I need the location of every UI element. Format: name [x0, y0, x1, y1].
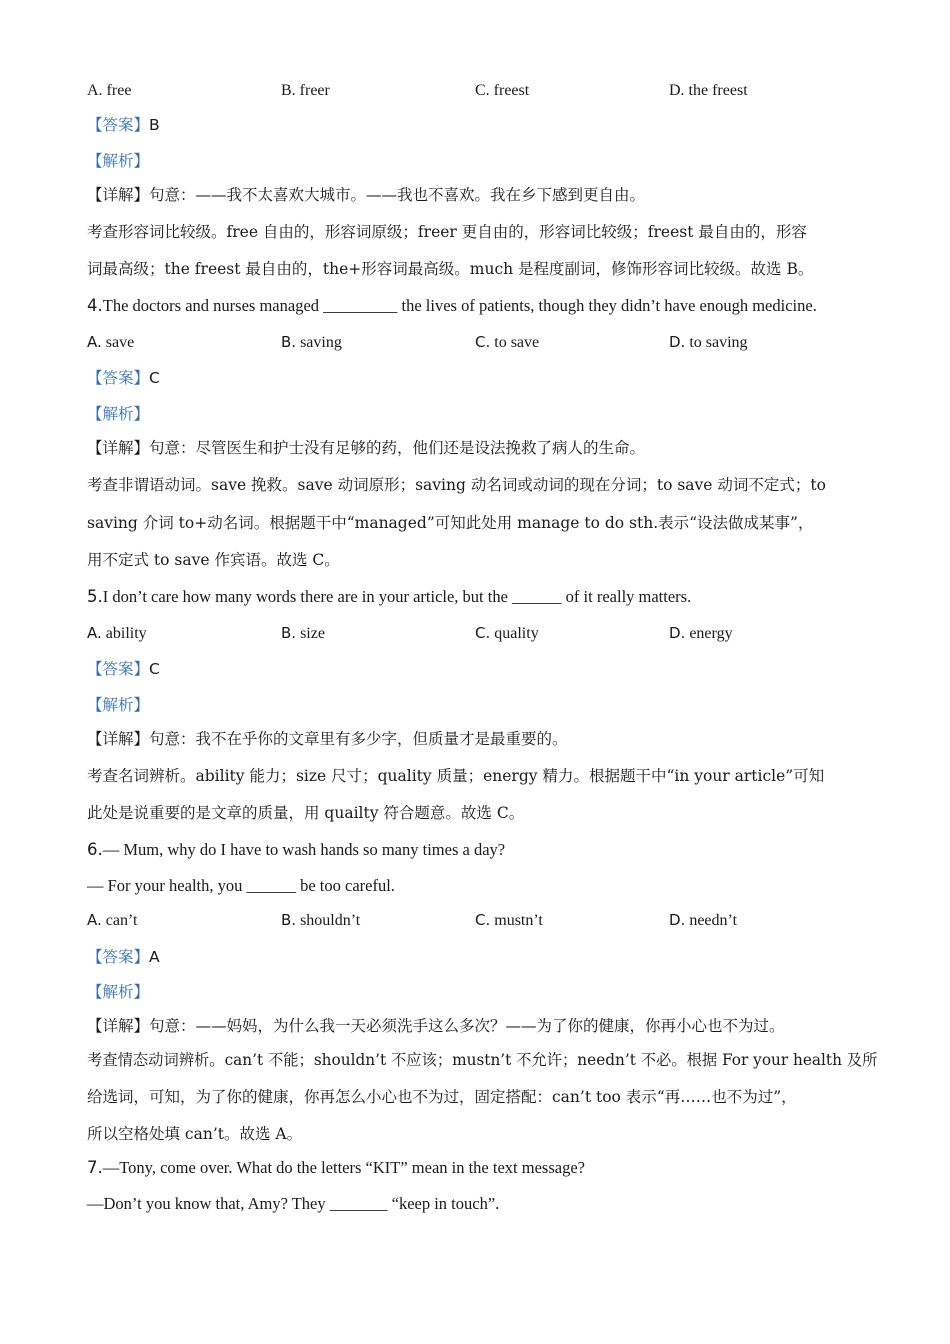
q4-detail: 【详解】句意：尽管医生和护士没有足够的药，他们还是设法挽救了病人的生命。: [87, 439, 646, 457]
q3-explanation-2: 词最高级；the freest 最自由的，the+形容词最高级。much 是程度副词，修饰形容词比较级。故选 B。: [87, 260, 814, 278]
q6-detail: 【详解】句意：——妈妈，为什么我一天必须洗手这么多次？——为了你的健康，你再小心也不为过。: [87, 1017, 785, 1035]
answer-tag: 【答案】: [87, 369, 150, 387]
question-text: —Tony, come over. What do the letters “KIT” mean in the text message?: [102, 1158, 585, 1177]
q5-explanation-2: 此处是说重要的是文章的质量，用 quailty 符合题意。故选 C。: [87, 804, 525, 822]
q7-stem-1: [87, 1157, 585, 1179]
q5-option-c: C. quality: [475, 624, 539, 642]
q6-stem-1: [87, 839, 505, 861]
q3-option-c: C. freest: [475, 82, 530, 99]
q6-explanation-3: 所以空格处填 can’t。故选 A。: [87, 1125, 303, 1143]
q7-stem-2: —Don’t you know that, Amy? They _______ “keep in touch”.: [87, 1194, 500, 1213]
q3-option-d: D. the freest: [669, 82, 748, 99]
answer-value: A: [149, 948, 160, 966]
q6-explanation-2: 给选词，可知，为了你的健康，你再怎么小心也不为过，固定搭配：can’t too 表示“再……也不为过”，: [87, 1088, 797, 1106]
q6-explanation-1: 考查情态动词辨析。can’t 不能；shouldn’t 不应该；mustn’t 不允许；needn’t 不必。根据 For your health 及所: [87, 1051, 878, 1069]
q4-option-d: D. to saving: [669, 333, 748, 351]
q5-detail: 【详解】句意：我不在乎你的文章里有多少字，但质量才是最重要的。: [87, 730, 568, 748]
q4-analysis-tag: 【解析】: [87, 405, 150, 423]
q4-explanation-1: 考查非谓语动词。save 挽救。save 动词原形；saving 动名词或动词的现在分词；to save 动词不定式；to: [87, 476, 826, 494]
answer-value: C: [149, 369, 160, 387]
q5-analysis-tag: 【解析】: [87, 696, 150, 714]
q6-option-a: A. can’t: [87, 911, 138, 929]
q6-answer: [87, 946, 160, 968]
q5-option-d: D. energy: [669, 624, 733, 642]
q4-answer: [87, 367, 160, 389]
question-number: 4.: [87, 296, 103, 315]
q5-explanation-1: 考查名词辨析。ability 能力；size 尺寸；quality 质量；energy 精力。根据题干中“in your article”可知: [87, 767, 825, 785]
q5-answer: [87, 658, 160, 680]
answer-tag: 【答案】: [87, 948, 150, 966]
answer-value: B: [149, 116, 160, 134]
question-number: 7.: [87, 1158, 103, 1177]
q3-option-a: A. free: [87, 82, 132, 99]
q4-stem: [87, 295, 817, 317]
q4-explanation-2: saving 介词 to+动名词。根据题干中“managed”可知此处用 manage to do sth.表示“设法做成某事”，: [87, 514, 814, 532]
q3-explanation-1: 考查形容词比较级。free 自由的，形容词原级；freer 更自由的，形容词比较级；freest 最自由的，形容: [87, 223, 807, 241]
q6-option-b: B. shouldn’t: [281, 911, 361, 929]
q5-option-b: B. size: [281, 624, 325, 642]
q6-analysis-tag: 【解析】: [87, 983, 150, 1001]
answer-tag: 【答案】: [87, 660, 150, 678]
q3-answer: [87, 114, 160, 136]
question-text: I don’t care how many words there are in your article, but the ______ of it really matters.: [102, 587, 692, 606]
q3-option-b: B. freer: [281, 82, 330, 99]
q3-detail: 【详解】句意：——我不太喜欢大城市。——我也不喜欢。我在乡下感到更自由。: [87, 186, 646, 204]
question-text: — Mum, why do I have to wash hands so many times a day?: [102, 840, 506, 859]
q5-option-a: A. ability: [87, 624, 147, 642]
question-number: 5.: [87, 587, 103, 606]
answer-tag: 【答案】: [87, 116, 150, 134]
q5-stem: [87, 586, 691, 608]
q4-option-a: A. save: [87, 333, 135, 351]
q6-option-c: C. mustn’t: [475, 911, 543, 929]
question-text: The doctors and nurses managed _________ the lives of patients, though they didn’t have enough medicine.: [102, 296, 817, 315]
q3-analysis-tag: 【解析】: [87, 152, 150, 170]
q4-option-b: B. saving: [281, 333, 342, 351]
question-number: 6.: [87, 840, 103, 859]
answer-value: C: [149, 660, 160, 678]
q4-explanation-3: 用不定式 to save 作宾语。故选 C。: [87, 551, 340, 569]
q6-option-d: D. needn’t: [669, 911, 738, 929]
q6-stem-2: — For your health, you ______ be too careful.: [87, 876, 395, 895]
q4-option-c: C. to save: [475, 333, 540, 351]
